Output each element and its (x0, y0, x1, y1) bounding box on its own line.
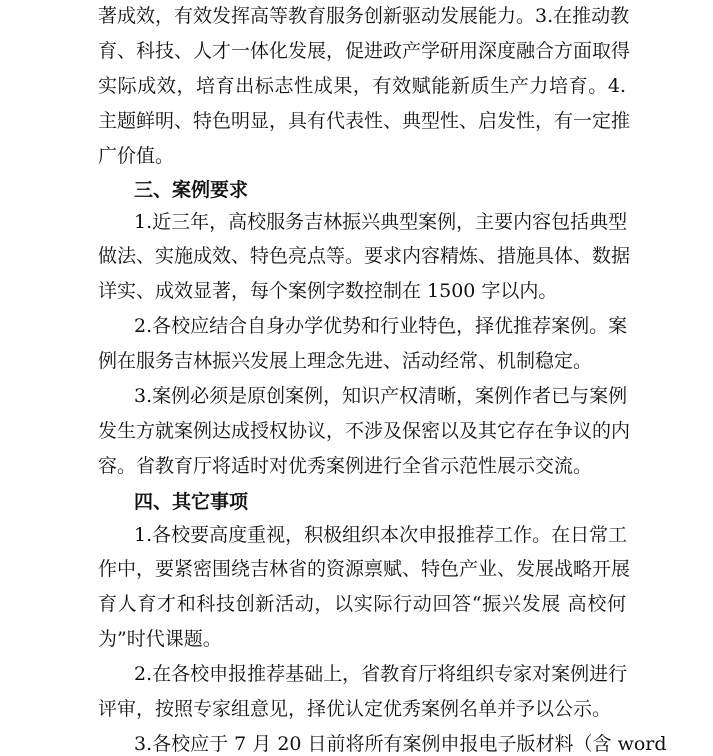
text-line: 为”时代课题。 (98, 628, 222, 650)
section-heading-other-matters: 四、其它事项 (134, 491, 249, 513)
text-line: 3.各校应于 7 月 20 日前将所有案例申报电子版材料（含 word (134, 733, 667, 755)
text-line: 3.案例必须是原创案例，知识产权清晰，案例作者已与案例 (134, 385, 628, 407)
text-line: 广价值。 (98, 145, 175, 167)
text-line: 评审，按照专家组意见，择优认定优秀案例名单并予以公示。 (98, 698, 612, 720)
text-line: 作中，要紧密围绕吉林省的资源禀赋、特色产业、发展战略开展 (98, 558, 631, 580)
text-line: 2.在各校申报推荐基础上，省教育厅将组织专家对案例进行 (134, 663, 628, 685)
text-line: 主题鲜明、特色明显，具有代表性、典型性、启发性，有一定推 (98, 110, 631, 132)
section-heading-case-requirements: 三、案例要求 (134, 179, 249, 201)
text-line: 详实、成效显著，每个案例字数控制在 1500 字以内。 (98, 280, 558, 302)
text-line: 实际成效，培育出标志性成果，有效赋能新质生产力培育。4. (98, 75, 626, 97)
text-line: 1.近三年，高校服务吉林振兴典型案例，主要内容包括典型 (134, 211, 628, 233)
text-line: 育人育才和科技创新活动，以实际行动回答“振兴发展 高校何 (98, 593, 626, 615)
text-line: 容。省教育厅将适时对优秀案例进行全省示范性展示交流。 (98, 455, 593, 477)
text-line: 做法、实施成效、特色亮点等。要求内容精炼、措施具体、数据 (98, 245, 631, 267)
text-line: 2.各校应结合自身办学优势和行业特色，择优推荐案例。案 (134, 315, 628, 337)
text-line: 育、科技、人才一体化发展，促进政产学研用深度融合方面取得 (98, 40, 631, 62)
text-line: 发生方就案例达成授权协议，不涉及保密以及其它存在争议的内 (98, 420, 631, 442)
text-line: 例在服务吉林振兴发展上理念先进、活动经常、机制稳定。 (98, 350, 593, 372)
text-line: 著成效，有效发挥高等教育服务创新驱动发展能力。3.在推动教 (98, 5, 630, 27)
text-line: 1.各校要高度重视，积极组织本次申报推荐工作。在日常工 (134, 524, 628, 546)
